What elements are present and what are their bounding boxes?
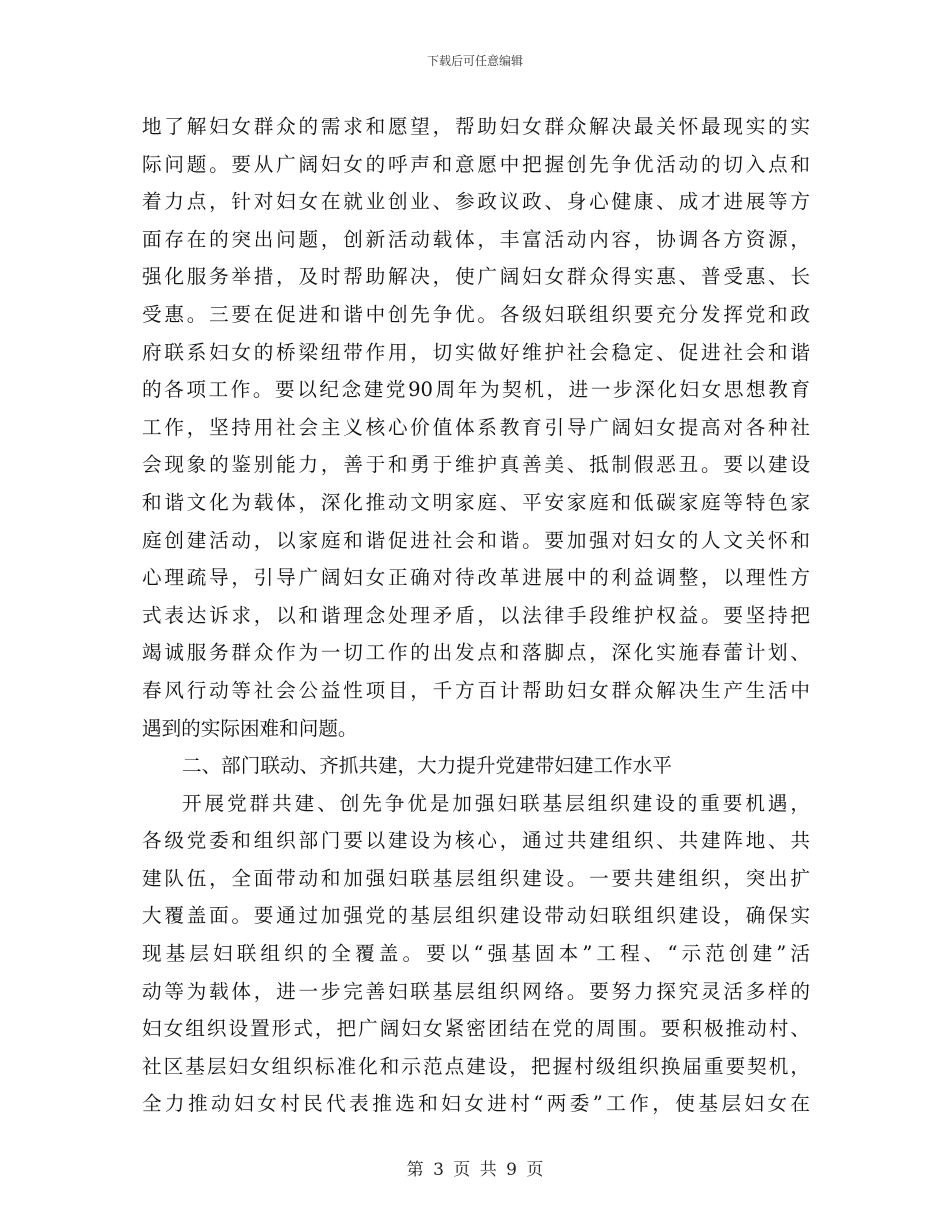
body-line: 遇到的实际困难和问题。	[142, 716, 358, 740]
body-line: 际问题。要从广阔妇女的呼声和意愿中把握创先争优活动的切入点和	[142, 152, 810, 176]
document-body	[142, 108, 810, 1123]
body-line: 心理疏导，引导广阔妇女正确对待改革进展中的利益调整，以理性方	[142, 566, 810, 590]
body-line: 大覆盖面。要通过加强党的基层组织建设带动妇联组织建设，确保实	[142, 904, 810, 928]
body-line: 动等为载体，进一步完善妇联基层组织网络。要努力探究灵活多样的	[142, 979, 810, 1003]
body-line: 面存在的突出问题，创新活动载体，丰富活动内容，协调各方资源，	[142, 227, 810, 251]
body-line: 着力点，针对妇女在就业创业、参政议政、身心健康、成才进展等方	[142, 190, 810, 214]
body-line: 全力推动妇女村民代表推选和妇女进村“两委”工作，使基层妇女在	[142, 1092, 810, 1116]
section-heading: 二、部门联动、齐抓共建，大力提升党建带妇建工作水平	[182, 754, 672, 778]
body-line: 式表达诉求，以和谐理念处理矛盾，以法律手段维护权益。要坚持把	[142, 603, 810, 627]
body-line: 开展党群共建、创先争优是加强妇联基层组织建设的重要机遇，	[182, 791, 810, 815]
body-line: 府联系妇女的桥梁纽带作用，切实做好维护社会稳定、促进社会和谐	[142, 340, 810, 364]
body-line: 建队伍，全面带动和加强妇联基层组织建设。一要共建组织，突出扩	[142, 866, 810, 890]
body-line: 受惠。三要在促进和谐中创先争优。各级妇联组织要充分发挥党和政	[142, 302, 810, 326]
body-line: 会现象的鉴别能力，善于和勇于维护真善美、抵制假恶丑。要以建设	[142, 453, 810, 477]
body-line: 工作，坚持用社会主义核心价值体系教育引导广阔妇女提高对各种社	[142, 415, 810, 439]
body-line: 社区基层妇女组织标准化和示范点建设，把握村级组织换届重要契机，	[142, 1054, 810, 1078]
page-header: 下载后可任意编辑	[426, 54, 523, 68]
body-line: 强化服务举措，及时帮助解决，使广阔妇女群众得实惠、普受惠、长	[142, 265, 810, 289]
body-line: 竭诚服务群众作为一切工作的出发点和落脚点，深化实施春蕾计划、	[142, 641, 810, 665]
body-line: 各级党委和组织部门要以建设为核心，通过共建组织、共建阵地、共	[142, 829, 810, 853]
body-line: 的各项工作。要以纪念建党90周年为契机，进一步深化妇女思想教育	[142, 378, 810, 402]
body-line: 妇女组织设置形式，把广阔妇女紧密团结在党的周围。要积极推动村、	[142, 1017, 810, 1041]
body-line: 庭创建活动，以家庭和谐促进社会和谐。要加强对妇女的人文关怀和	[142, 528, 810, 552]
body-line: 春风行动等社会公益性项目，千方百计帮助妇女群众解决生产生活中	[142, 678, 810, 702]
page-number: 第 3 页 共 9 页	[406, 1160, 544, 1180]
body-line: 和谐文化为载体，深化推动文明家庭、平安家庭和低碳家庭等特色家	[142, 490, 810, 514]
body-line: 地了解妇女群众的需求和愿望，帮助妇女群众解决最关怀最现实的实	[142, 115, 810, 138]
body-line: 现基层妇联组织的全覆盖。要以“强基固本”工程、“示范创建”活	[142, 942, 810, 966]
